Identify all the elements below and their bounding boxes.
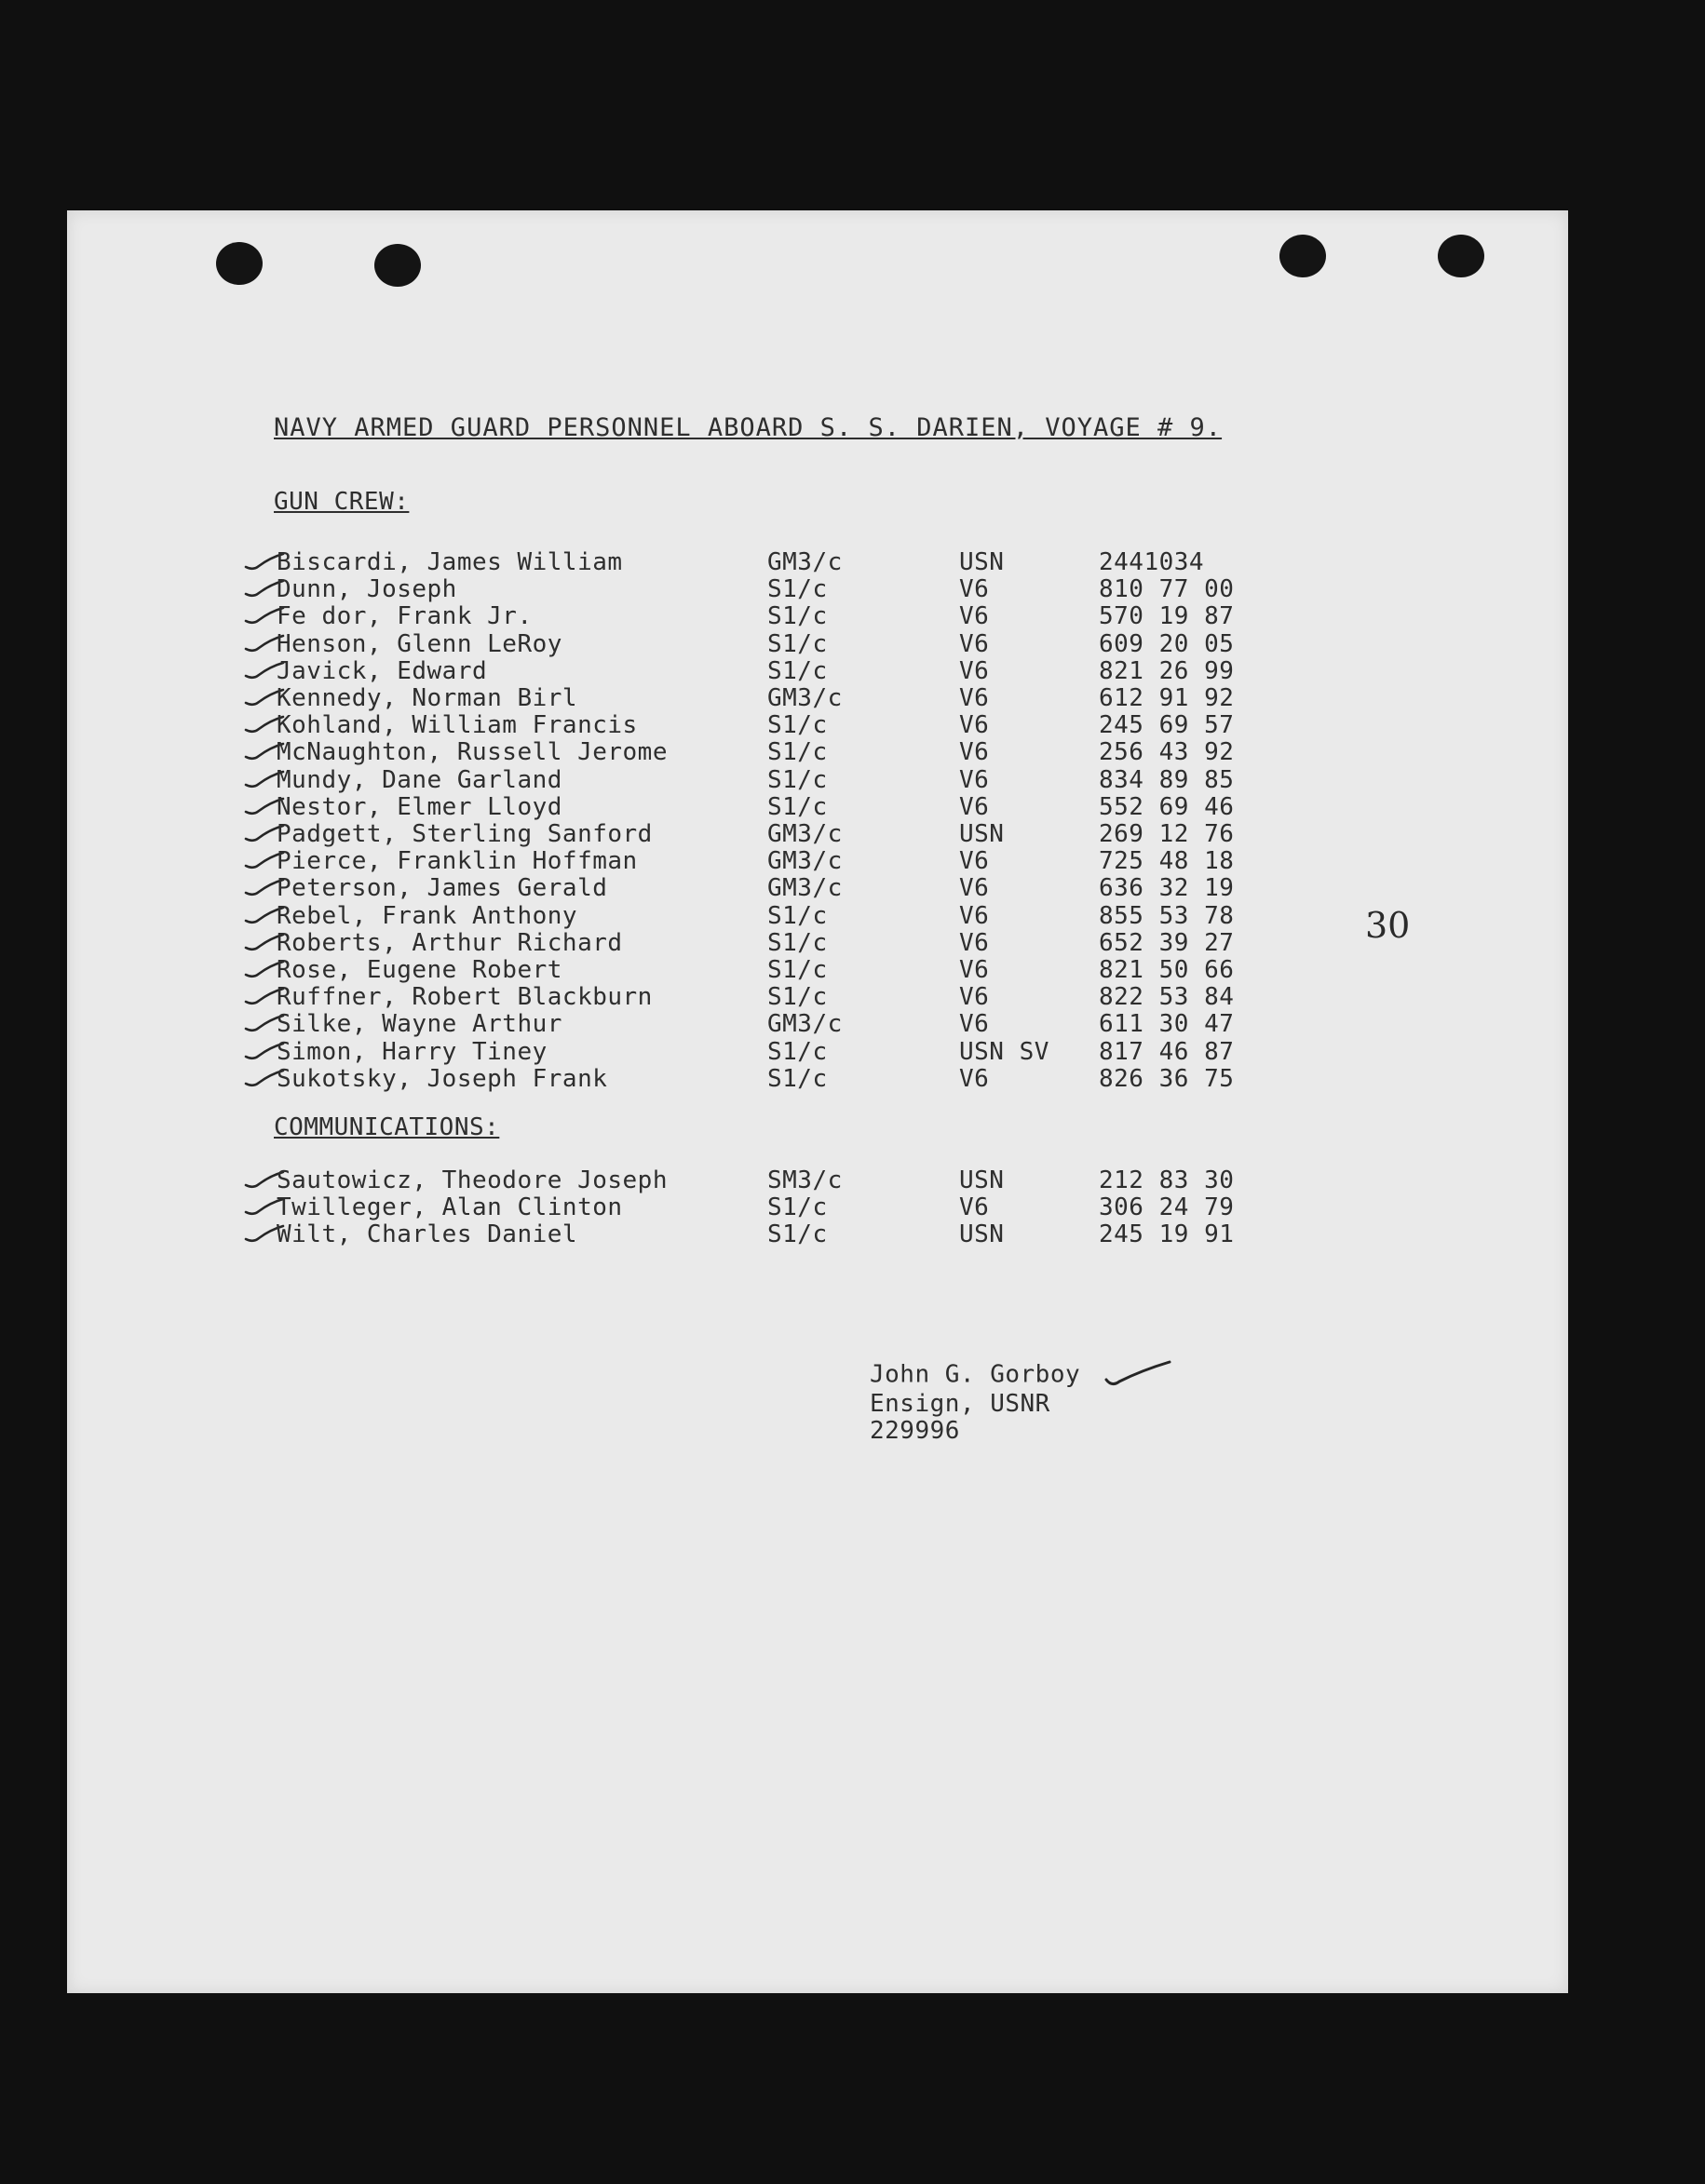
roster-row bbox=[67, 983, 1371, 1010]
signature-name-row bbox=[870, 1359, 1175, 1391]
crew-name: Javick, Edward bbox=[277, 656, 488, 685]
roster-row bbox=[67, 847, 1371, 874]
roster-row bbox=[67, 657, 1371, 684]
document-title: NAVY ARMED GUARD PERSONNEL ABOARD S. S. DARIEN, VOYAGE # 9. bbox=[274, 413, 1223, 442]
crew-rating: GM3/c bbox=[767, 1010, 843, 1039]
signature-check-mark bbox=[1101, 1359, 1175, 1391]
crew-branch: V6 bbox=[959, 874, 990, 903]
crew-service-number: 611 30 47 bbox=[1099, 1010, 1235, 1039]
crew-rating: S1/c bbox=[767, 738, 828, 767]
crew-service-number: 817 46 87 bbox=[1099, 1037, 1235, 1066]
crew-name: Biscardi, James William bbox=[277, 548, 623, 576]
crew-rating: S1/c bbox=[767, 575, 828, 604]
crew-name: Padgett, Sterling Sanford bbox=[277, 820, 653, 848]
crew-service-number: 652 39 27 bbox=[1099, 928, 1235, 957]
crew-name: Sukotsky, Joseph Frank bbox=[277, 1064, 608, 1093]
crew-service-number: 636 32 19 bbox=[1099, 874, 1235, 903]
crew-name: Nestor, Elmer Lloyd bbox=[277, 792, 562, 821]
crew-rating: S1/c bbox=[767, 956, 828, 984]
crew-name: Wilt, Charles Daniel bbox=[277, 1220, 578, 1249]
crew-name: Rebel, Frank Anthony bbox=[277, 901, 578, 930]
crew-name: Twilleger, Alan Clinton bbox=[277, 1193, 623, 1222]
crew-rating: S1/c bbox=[767, 1037, 828, 1066]
signer-service-number: 229996 bbox=[870, 1417, 960, 1445]
roster-row bbox=[67, 1010, 1371, 1037]
crew-name: Rose, Eugene Robert bbox=[277, 956, 562, 984]
crew-rating: S1/c bbox=[767, 928, 828, 957]
crew-service-number: 212 83 30 bbox=[1099, 1166, 1235, 1194]
crew-name: Simon, Harry Tiney bbox=[277, 1037, 548, 1066]
roster-row bbox=[67, 793, 1371, 820]
crew-branch: V6 bbox=[959, 629, 990, 658]
crew-branch: V6 bbox=[959, 1064, 990, 1093]
crew-service-number: 245 69 57 bbox=[1099, 711, 1235, 740]
section-heading: COMMUNICATIONS: bbox=[274, 1113, 500, 1141]
crew-rating: S1/c bbox=[767, 1064, 828, 1093]
crew-branch: V6 bbox=[959, 765, 990, 794]
roster-row bbox=[67, 820, 1371, 847]
roster-row bbox=[67, 766, 1371, 793]
roster-row bbox=[67, 602, 1371, 629]
roster-row bbox=[67, 956, 1371, 983]
crew-rating: S1/c bbox=[767, 656, 828, 685]
crew-branch: V6 bbox=[959, 983, 990, 1012]
crew-service-number: 725 48 18 bbox=[1099, 847, 1235, 876]
section-heading: GUN CREW: bbox=[274, 488, 410, 516]
crew-service-number: 609 20 05 bbox=[1099, 629, 1235, 658]
crew-service-number: 552 69 46 bbox=[1099, 792, 1235, 821]
punch-hole bbox=[1438, 235, 1484, 277]
crew-branch: V6 bbox=[959, 575, 990, 604]
crew-rating: GM3/c bbox=[767, 684, 843, 712]
crew-service-number: 612 91 92 bbox=[1099, 684, 1235, 712]
crew-service-number: 821 26 99 bbox=[1099, 656, 1235, 685]
crew-branch: USN bbox=[959, 820, 1005, 848]
crew-rating: S1/c bbox=[767, 629, 828, 658]
crew-name: McNaughton, Russell Jerome bbox=[277, 738, 668, 767]
crew-service-number: 2441034 bbox=[1099, 548, 1205, 576]
punch-hole bbox=[1279, 235, 1326, 277]
crew-branch: V6 bbox=[959, 847, 990, 876]
crew-branch: V6 bbox=[959, 928, 990, 957]
crew-name: Kennedy, Norman Birl bbox=[277, 684, 578, 712]
crew-service-number: 855 53 78 bbox=[1099, 901, 1235, 930]
crew-name: Pierce, Franklin Hoffman bbox=[277, 847, 638, 876]
roster-row bbox=[67, 1065, 1371, 1092]
roster-row bbox=[67, 684, 1371, 711]
crew-rating: GM3/c bbox=[767, 820, 843, 848]
crew-branch: V6 bbox=[959, 711, 990, 740]
crew-branch: USN bbox=[959, 1166, 1005, 1194]
crew-rating: S1/c bbox=[767, 1193, 828, 1222]
roster-row bbox=[67, 575, 1371, 602]
crew-rating: S1/c bbox=[767, 602, 828, 631]
punch-hole bbox=[216, 242, 263, 285]
roster-row bbox=[67, 711, 1371, 738]
crew-name: Roberts, Arthur Richard bbox=[277, 928, 623, 957]
crew-rating: S1/c bbox=[767, 711, 828, 740]
crew-service-number: 245 19 91 bbox=[1099, 1220, 1235, 1249]
crew-branch: V6 bbox=[959, 738, 990, 767]
crew-rating: S1/c bbox=[767, 765, 828, 794]
crew-rating: GM3/c bbox=[767, 874, 843, 903]
crew-rating: GM3/c bbox=[767, 548, 843, 576]
crew-service-number: 256 43 92 bbox=[1099, 738, 1235, 767]
crew-rating: S1/c bbox=[767, 792, 828, 821]
crew-branch: V6 bbox=[959, 684, 990, 712]
crew-rating: GM3/c bbox=[767, 847, 843, 876]
crew-rating: S1/c bbox=[767, 1220, 828, 1249]
crew-rating: S1/c bbox=[767, 983, 828, 1012]
crew-name: Sautowicz, Theodore Joseph bbox=[277, 1166, 668, 1194]
crew-branch: USN bbox=[959, 548, 1005, 576]
crew-name: Kohland, William Francis bbox=[277, 711, 638, 740]
crew-name: Dunn, Joseph bbox=[277, 575, 457, 604]
crew-branch: V6 bbox=[959, 901, 990, 930]
roster-row bbox=[67, 874, 1371, 901]
roster-row bbox=[67, 738, 1371, 765]
crew-branch: V6 bbox=[959, 656, 990, 685]
roster-row bbox=[67, 902, 1371, 929]
crew-branch: USN bbox=[959, 1220, 1005, 1249]
crew-service-number: 570 19 87 bbox=[1099, 602, 1235, 631]
crew-name: Fe dor, Frank Jr. bbox=[277, 602, 533, 631]
crew-branch: USN SV bbox=[959, 1037, 1049, 1066]
crew-service-number: 269 12 76 bbox=[1099, 820, 1235, 848]
crew-service-number: 810 77 00 bbox=[1099, 575, 1235, 604]
roster-row bbox=[67, 548, 1371, 575]
signer-name: John G. Gorboy bbox=[870, 1360, 1081, 1389]
document-page bbox=[67, 210, 1568, 1993]
crew-service-number: 306 24 79 bbox=[1099, 1193, 1235, 1222]
crew-service-number: 826 36 75 bbox=[1099, 1064, 1235, 1093]
crew-branch: V6 bbox=[959, 1193, 990, 1222]
roster-row bbox=[67, 1166, 1371, 1193]
crew-service-number: 834 89 85 bbox=[1099, 765, 1235, 794]
signer-title: Ensign, USNR bbox=[870, 1390, 1050, 1418]
crew-branch: V6 bbox=[959, 1010, 990, 1039]
crew-branch: V6 bbox=[959, 602, 990, 631]
crew-branch: V6 bbox=[959, 956, 990, 984]
roster-row bbox=[67, 1193, 1371, 1220]
punch-hole bbox=[374, 244, 421, 287]
handwritten-page-number: 30 bbox=[1365, 905, 1411, 946]
crew-name: Silke, Wayne Arthur bbox=[277, 1010, 562, 1039]
signature-block bbox=[870, 1359, 1175, 1445]
crew-service-number: 821 50 66 bbox=[1099, 956, 1235, 984]
crew-name: Mundy, Dane Garland bbox=[277, 765, 562, 794]
roster-row bbox=[67, 929, 1371, 956]
crew-rating: S1/c bbox=[767, 901, 828, 930]
roster-row bbox=[67, 1220, 1371, 1247]
crew-service-number: 822 53 84 bbox=[1099, 983, 1235, 1012]
crew-name: Peterson, James Gerald bbox=[277, 874, 608, 903]
crew-branch: V6 bbox=[959, 792, 990, 821]
roster-row bbox=[67, 1038, 1371, 1065]
crew-name: Henson, Glenn LeRoy bbox=[277, 629, 562, 658]
roster-row bbox=[67, 630, 1371, 657]
crew-rating: SM3/c bbox=[767, 1166, 843, 1194]
crew-name: Ruffner, Robert Blackburn bbox=[277, 983, 653, 1012]
